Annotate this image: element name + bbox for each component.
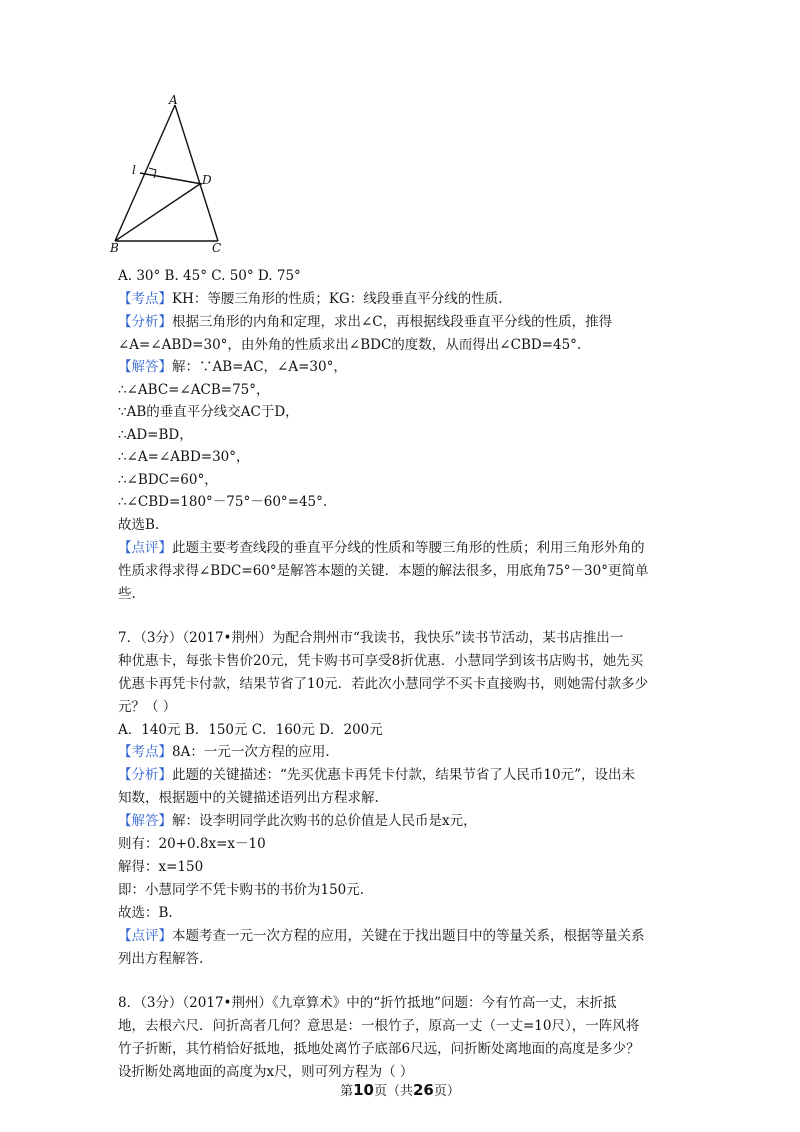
q6-options: A. 30° B. 45° C. 50° D. 75°: [118, 268, 301, 284]
q6-jieda-line-3: ∵AB的垂直平分线交AC于D，: [118, 404, 299, 420]
q7-jieda-line-4: 即：小慧同学不凭卡购书的书价为150元.: [118, 882, 365, 898]
q7-fenxi-line-1: [118, 765, 635, 785]
jieda-tag: 【解答】: [118, 359, 172, 375]
q7-kaodian: [118, 742, 330, 762]
q7-stem-line-4: 元？（ ）: [118, 699, 177, 715]
jieda-tag: 【解答】: [118, 813, 172, 829]
q7-fenxi-line-2: 知数，根据题中的关键描述语列出方程求解.: [118, 790, 379, 806]
kaodian-tag: 【考点】: [118, 744, 172, 760]
footer-pre: 第: [340, 1084, 354, 1099]
footer-mid: 页（共: [373, 1084, 413, 1099]
label-l: l: [132, 163, 136, 177]
label-b: B: [110, 241, 119, 254]
triangle-figure: [110, 92, 240, 254]
footer-post: 页）: [433, 1084, 460, 1099]
fenxi-tag: 【分析】: [118, 314, 172, 330]
q8-stem-line-3: 竹子折断，其竹梢恰好抵地，抵地处离竹子底部6尺远，问折断处离地面的高度是多少？: [118, 1041, 640, 1057]
q6-kaodian: [118, 289, 503, 309]
fenxi-text: 此题的关键描述：“先买优惠卡再凭卡付款，结果节省了人民币10元”，设出未: [172, 767, 635, 783]
dianping-text: 此题主要考查线段的垂直平分线的性质和等腰三角形的性质；利用三角形外角的: [172, 540, 645, 556]
dianping-text: 本题考查一元一次方程的应用，关键在于找出题目中的等量关系，根据等量关系: [172, 928, 645, 944]
dianping-tag: 【点评】: [118, 928, 172, 944]
q7-stem-line-2: 种优惠卡，每张卡售价20元，凭卡购书可享受8折优惠．小慧同学到该书店购书，她先买: [118, 653, 644, 669]
label-d: D: [202, 173, 212, 187]
q8-stem-line-4: 设折断处离地面的高度为x尺，则可列方程为（ ）: [118, 1064, 414, 1080]
q7-stem-line-3: 优惠卡再凭卡付款，结果节省了10元．若此次小慧同学不买卡直接购书，则她需付款多少: [118, 676, 649, 692]
page-total: 26: [413, 1081, 434, 1099]
q7-jieda-line-1: [118, 811, 477, 831]
page-number: 10: [353, 1081, 374, 1099]
q6-jieda-line-7: ∴∠CBD=180°－75°－60°=45°.: [118, 494, 328, 510]
q8-stem-line-2: 地，去根六尺．问折高者几何？意思是：一根竹子，原高一丈（一丈=10尺），一阵风将: [118, 1018, 640, 1034]
jieda-text: 解：∵AB=AC，∠A=30°，: [172, 359, 347, 375]
q7-choice: 故选：B.: [118, 905, 173, 921]
q6-jieda-line-2: ∴∠ABC=∠ACB=75°，: [118, 382, 270, 398]
q6-fenxi-line-2: ∠A=∠ABD=30°，由外角的性质求出∠BDC的度数，从而得出∠CBD=45°.: [118, 337, 582, 353]
label-a: A: [169, 93, 178, 107]
q7-jieda-line-3: 解得：x=150: [118, 859, 204, 875]
label-c: C: [212, 241, 222, 254]
kaodian-text: 8A：一元一次方程的应用.: [172, 744, 330, 760]
fenxi-text: 根据三角形的内角和定理，求出∠C，再根据线段垂直平分线的性质，推得: [172, 314, 613, 330]
q7-jieda-line-2: 则有：20+0.8x=x－10: [118, 836, 266, 852]
q6-fenxi-line-1: [118, 312, 612, 332]
q8-stem-line-1: 8．（3分）（2017•荆州）《九章算术》中的“折竹抵地”问题：今有竹高一丈，末折抵: [118, 995, 617, 1011]
page-footer: [0, 1080, 800, 1099]
q6-dianping-line-2: 性质求得求得∠BDC=60°是解答本题的关键．本题的解法很多，用底角75°－30°更简单: [118, 563, 649, 579]
q7-options: A．140元 B．150元 C．160元 D．200元: [118, 722, 383, 738]
q6-jieda-line-5: ∴∠A=∠ABD=30°，: [118, 449, 250, 465]
q6-choice: 故选B.: [118, 517, 160, 533]
q7-stem-line-1: 7．（3分）（2017•荆州）为配合荆州市“我读书，我快乐”读书节活动，某书店推出一: [118, 630, 624, 646]
q6-jieda-line-6: ∴∠BDC=60°，: [118, 472, 218, 488]
jieda-text: 解：设李明同学此次购书的总价值是人民币是x元，: [172, 813, 477, 829]
q6-jieda-line-1: [118, 357, 347, 377]
q6-dianping-line-3: 些.: [118, 586, 136, 602]
kaodian-text: KH：等腰三角形的性质；KG：线段垂直平分线的性质.: [172, 291, 503, 307]
q6-jieda-line-4: ∴AD=BD，: [118, 427, 193, 443]
q7-dianping-line-1: [118, 926, 645, 946]
right-angle-mark: [149, 168, 156, 178]
q6-dianping-line-1: [118, 538, 645, 558]
kaodian-tag: 【考点】: [118, 291, 172, 307]
perpendicular-bisector-l: [140, 173, 202, 184]
q7-dianping-line-2: 列出方程解答.: [118, 951, 204, 967]
dianping-tag: 【点评】: [118, 540, 172, 556]
fenxi-tag: 【分析】: [118, 767, 172, 783]
